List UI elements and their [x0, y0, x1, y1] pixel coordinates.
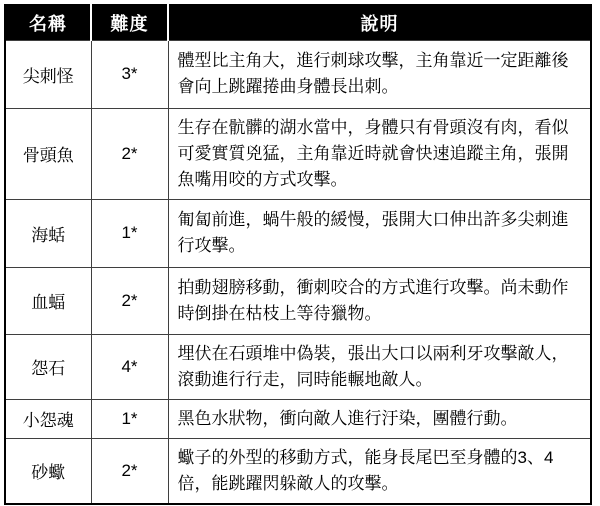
enemy-difficulty: 2* [91, 267, 168, 334]
table-row [5, 40, 591, 108]
enemy-name: 骨頭魚 [5, 108, 91, 199]
enemy-name: 海蛞 [5, 199, 91, 267]
enemy-description: 埋伏在石頭堆中偽裝，張出大口以兩利牙攻擊敵人，滾動進行行走，同時能輾地敵人。 [168, 334, 591, 399]
enemy-description: 蠍子的外型的移動方式，能身長尾巴至身體的3、4倍，能跳躍閃躲敵人的攻擊。 [168, 438, 591, 504]
enemy-name: 血蝠 [5, 267, 91, 334]
enemy-description: 生存在骯髒的湖水當中，身體只有骨頭沒有肉，看似可愛實質兇猛，主角靠近時就會快速追蹤主角，張開魚嘴用咬的方式攻擊。 [168, 108, 591, 199]
enemy-table-container [4, 4, 590, 505]
table-row [5, 267, 591, 334]
enemy-difficulty: 2* [91, 438, 168, 504]
enemy-difficulty: 1* [91, 199, 168, 267]
column-header-description: 說明 [168, 5, 591, 40]
enemy-difficulty: 3* [91, 40, 168, 108]
enemy-difficulty: 1* [91, 399, 168, 438]
enemy-difficulty: 2* [91, 108, 168, 199]
enemy-name: 尖刺怪 [5, 40, 91, 108]
column-header-name: 名稱 [5, 5, 91, 40]
enemy-difficulty: 4* [91, 334, 168, 399]
table-row [5, 199, 591, 267]
table-row [5, 438, 591, 504]
table-row [5, 108, 591, 199]
enemy-name: 小怨魂 [5, 399, 91, 438]
column-header-difficulty: 難度 [91, 5, 168, 40]
table-row [5, 399, 591, 438]
table-row [5, 334, 591, 399]
enemy-description: 拍動翅膀移動，衝刺咬合的方式進行攻擊。尚未動作時倒掛在枯枝上等待獵物。 [168, 267, 591, 334]
enemy-name: 砂蠍 [5, 438, 91, 504]
enemy-description: 體型比主角大，進行刺球攻擊，主角靠近一定距離後會向上跳躍捲曲身體長出刺。 [168, 40, 591, 108]
enemy-description: 匍匐前進，蝸牛般的緩慢，張開大口伸出許多尖刺進行攻擊。 [168, 199, 591, 267]
table-header-row [5, 5, 591, 40]
enemy-name: 怨石 [5, 334, 91, 399]
enemy-description: 黑色水狀物，衝向敵人進行汙染，團體行動。 [168, 399, 591, 438]
enemy-table [4, 4, 592, 505]
